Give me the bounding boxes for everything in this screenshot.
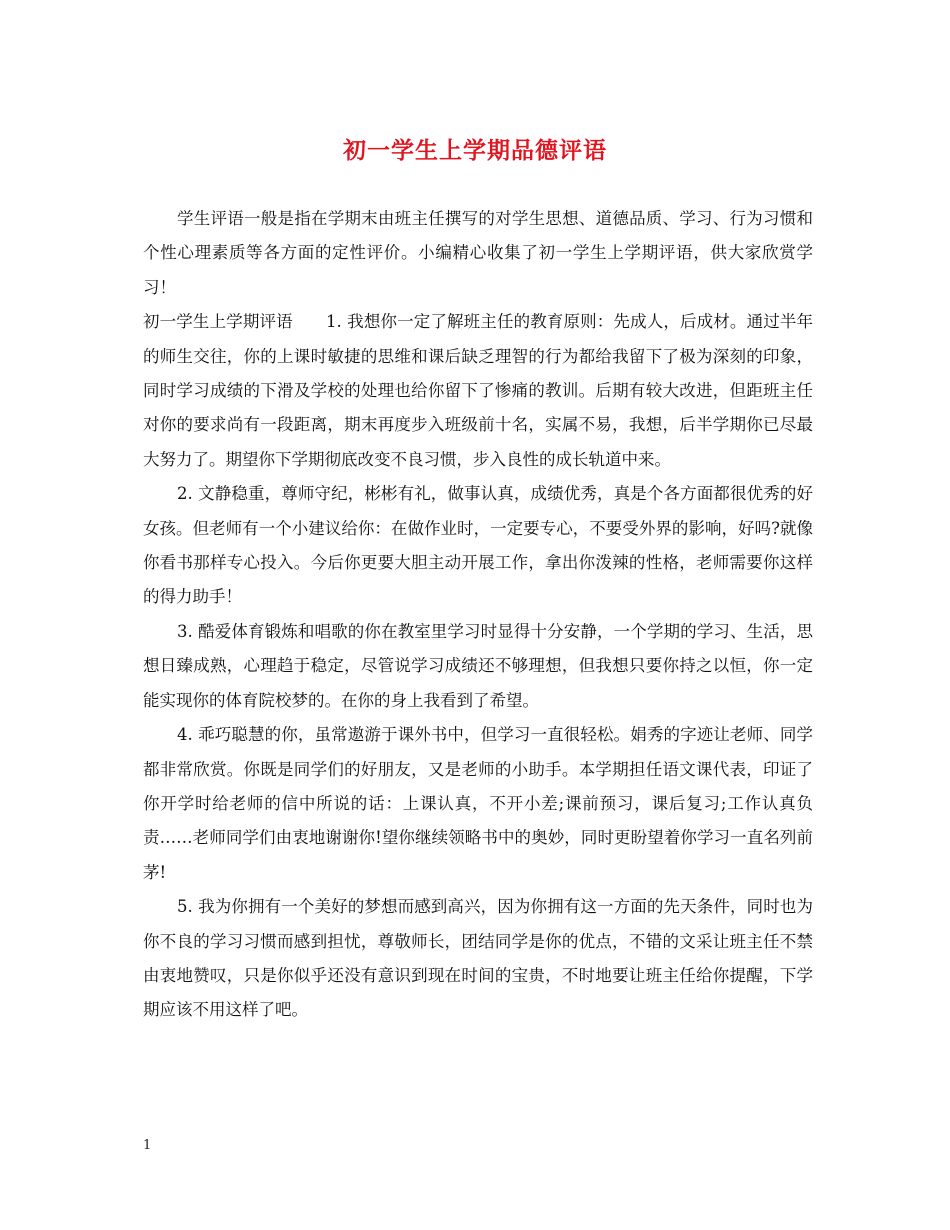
page-number: 1 (143, 1138, 152, 1153)
document-body (143, 202, 813, 1028)
comment-paragraph-1: 初一学生上学期评语 1. 我想你一定了解班主任的教育原则：先成人，后成材。通过半年的师生交往，你的上课时敏捷的思维和课后缺乏理智的行为都给我留下了极为深刻的印象，同时学习成绩的下滑及学校的处理也给你留下了惨痛的教训。后期有较大改进，但距班主任对你的要求尚有一段距离，期末再度步入班级前十名，实属不易，我想，后半学期你已尽最大努力了。期望你下学期彻底改变不良习惯，步入良性的成长轨道中来。 (143, 312, 813, 469)
comment-paragraph-4: 4. 乖巧聪慧的你，虽常遨游于课外书中，但学习一直很轻松。娟秀的字迹让老师、同学都非常欣赏。你既是同学们的好朋友，又是老师的小助手。本学期担任语文课代表，印证了你开学时给老师的信中所说的话：上课认真，不开小差;课前预习，课后复习;工作认真负责……老师同学们由衷地谢谢你!望你继续领略书中的奥妙，同时更盼望着你学习一直名列前茅! (143, 725, 813, 882)
comment-paragraph-5: 5. 我为你拥有一个美好的梦想而感到高兴，因为你拥有这一方面的先天条件，同时也为你不良的学习习惯而感到担忧，尊敬师长，团结同学是你的优点，不错的文采让班主任不禁由衷地赞叹，只是你似乎还没有意识到现在时间的宝贵，不时地要让班主任给你提醒，下学期应该不用这样了吧。 (143, 897, 813, 1020)
document-title: 初一学生上学期品德评语 (343, 138, 607, 164)
comment-paragraph-3: 3. 酷爱体育锻炼和唱歌的你在教室里学习时显得十分安静，一个学期的学习、生活，思想日臻成熟，心理趋于稳定，尽管说学习成绩还不够理想，但我想只要你持之以恒，你一定能实现你的体育院校梦的。在你的身上我看到了希望。 (143, 621, 813, 710)
intro-paragraph: 学生评语一般是指在学期末由班主任撰写的对学生思想、道德品质、学习、行为习惯和个性心理素质等各方面的定性评价。小编精心收集了初一学生上学期评语，供大家欣赏学习！ (143, 209, 813, 297)
comment-paragraph-2: 2. 文静稳重，尊师守纪，彬彬有礼，做事认真，成绩优秀，真是个各方面都很优秀的好女孩。但老师有一个小建议给你：在做作业时，一定要专心，不要受外界的影响，好吗?就像你看书那样专心投入。今后你更要大胆主动开展工作，拿出你泼辣的性格，老师需要你这样的得力助手！ (143, 484, 813, 607)
